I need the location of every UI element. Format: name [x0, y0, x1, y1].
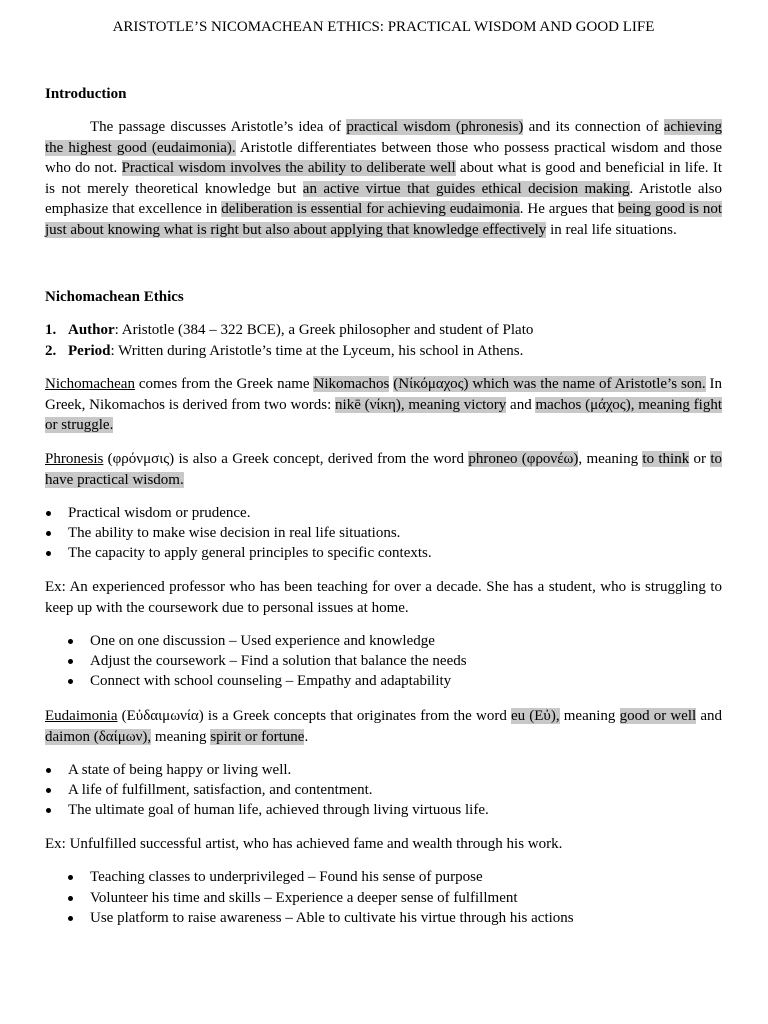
text-run: . He argues that [519, 201, 618, 218]
text-run: Aristotle differentiates between those who possess practical wisdom and those who do not. [45, 139, 723, 177]
highlight: machos (μάχος), meaning fight or struggle. [45, 396, 722, 434]
ethics-heading: Nichomachean Ethics [45, 289, 184, 305]
highlight: to think [642, 451, 690, 467]
underlined-term: Nichomachean [45, 376, 135, 392]
bullet-text: The capacity to apply general principles to specific contexts. [68, 545, 432, 561]
highlight: Practical wisdom involves the ability to deliberate well [121, 160, 456, 177]
bullet-icon [46, 531, 51, 536]
bullet-icon [68, 875, 73, 880]
bullet-icon [68, 659, 73, 664]
example-1-paragraph: Ex: An experienced professor who has been teaching for over a decade. She has a student, who is struggling to keep up with the coursework due to personal issues at home. [45, 579, 722, 616]
bullet-text: A life of fulfillment, satisfaction, and contentment. [68, 782, 373, 798]
intro-heading: Introduction [45, 86, 127, 102]
text-run: and [506, 396, 536, 413]
bullet-text: Connect with school counseling – Empathy and adaptability [90, 673, 452, 689]
eudaimonia-paragraph [45, 706, 722, 747]
text-run: and [696, 708, 722, 724]
bullet-text: The ultimate goal of human life, achieved through living virtuous life. [68, 802, 489, 818]
highlight: to have practical wisdom. [45, 451, 722, 488]
highlight: good or well [619, 708, 697, 724]
bullet-icon [68, 916, 73, 921]
text-run: or [689, 451, 711, 467]
text-run: , meaning [578, 451, 643, 467]
phronesis-paragraph [45, 449, 722, 490]
highlight: Nikomachos [313, 376, 390, 392]
text-run: meaning [151, 728, 211, 745]
item-label: Period [68, 343, 111, 359]
bullet-icon [68, 896, 73, 901]
highlight: (Νίκόμαχος) which was the name of Aristotle’s son. [393, 376, 706, 392]
bullet-icon [46, 768, 51, 773]
text-run: The passage discusses Aristotle’s idea of [90, 119, 347, 135]
text-run: meaning [559, 708, 620, 724]
highlight: being good is not just about knowing what is right but also about applying that knowledge effectively [45, 201, 722, 238]
text-run: . [304, 728, 309, 745]
highlight: phroneo (φρονέω) [468, 451, 579, 467]
text-run: (φρόνμσις) is also a Greek concept, derived from the word [103, 451, 469, 467]
highlight: spirit or fortune [210, 728, 305, 745]
bullet-text: Teaching classes to underprivileged – Found his sense of purpose [90, 869, 483, 885]
bullet-icon [46, 808, 51, 813]
item-number: 1. [45, 322, 57, 338]
item-number: 2. [45, 343, 57, 359]
text-run: and its connection of [523, 119, 664, 135]
text-run: In Greek, Nikomachos is derived from two words: [45, 376, 723, 413]
highlight: eu (Εὐ), [510, 708, 560, 724]
item-text: : Aristotle (384 – 322 BCE), a Greek philosopher and student of Plato [114, 322, 534, 338]
bullet-text: One on one discussion – Used experience and knowledge [90, 633, 435, 649]
text-run: comes from the Greek name [134, 376, 314, 392]
example-2-paragraph: Ex: Unfulfilled successful artist, who has achieved fame and wealth through his work. [45, 836, 563, 852]
bullet-icon [46, 788, 51, 793]
bullet-icon [68, 679, 73, 684]
item-label: Author [68, 322, 115, 338]
bullet-text: Volunteer his time and skills – Experience a deeper sense of fulfillment [90, 890, 518, 906]
highlight: nikē (νίκη), meaning victory [335, 396, 507, 413]
bullet-text: Use platform to raise awareness – Able to cultivate his virtue through his actions [90, 910, 574, 926]
highlight: daimon (δαίμων), [45, 728, 152, 745]
underlined-term: Eudaimonia [45, 708, 118, 724]
bullet-icon [68, 639, 73, 644]
bullet-text: A state of being happy or living well. [68, 762, 292, 778]
bullet-text: Adjust the coursework – Find a solution that balance the needs [90, 653, 467, 669]
item-text: : Written during Aristotle’s time at the Lyceum, his school in Athens. [110, 343, 524, 359]
bullet-icon [46, 551, 51, 556]
underlined-term: Phronesis [45, 451, 104, 467]
highlight: achieving the highest good (eudaimonia). [45, 119, 722, 156]
text-run: . Aristotle also emphasize that excellence in [45, 180, 722, 218]
highlight: an active virtue that guides ethical decision making [302, 180, 630, 197]
nichomachean-paragraph [45, 374, 722, 436]
bullet-text: The ability to make wise decision in real life situations. [68, 525, 401, 541]
highlight: practical wisdom (phronesis) [346, 119, 524, 135]
document-title: ARISTOTLE’S NICOMACHEAN ETHICS: PRACTICAL WISDOM AND GOOD LIFE [112, 19, 655, 35]
highlight: deliberation is essential for achieving eudaimonia [221, 201, 520, 218]
intro-paragraph [45, 117, 722, 241]
text-run: in real life situations. [546, 221, 677, 238]
bullet-text: Practical wisdom or prudence. [68, 505, 251, 521]
text-run: about what is good and beneficial in life. It is not merely theoretical knowledge but [45, 160, 722, 197]
text-run: (Εὐδαιμωνία) is a Greek concepts that originates from the word [117, 708, 511, 724]
bullet-icon [46, 511, 51, 516]
